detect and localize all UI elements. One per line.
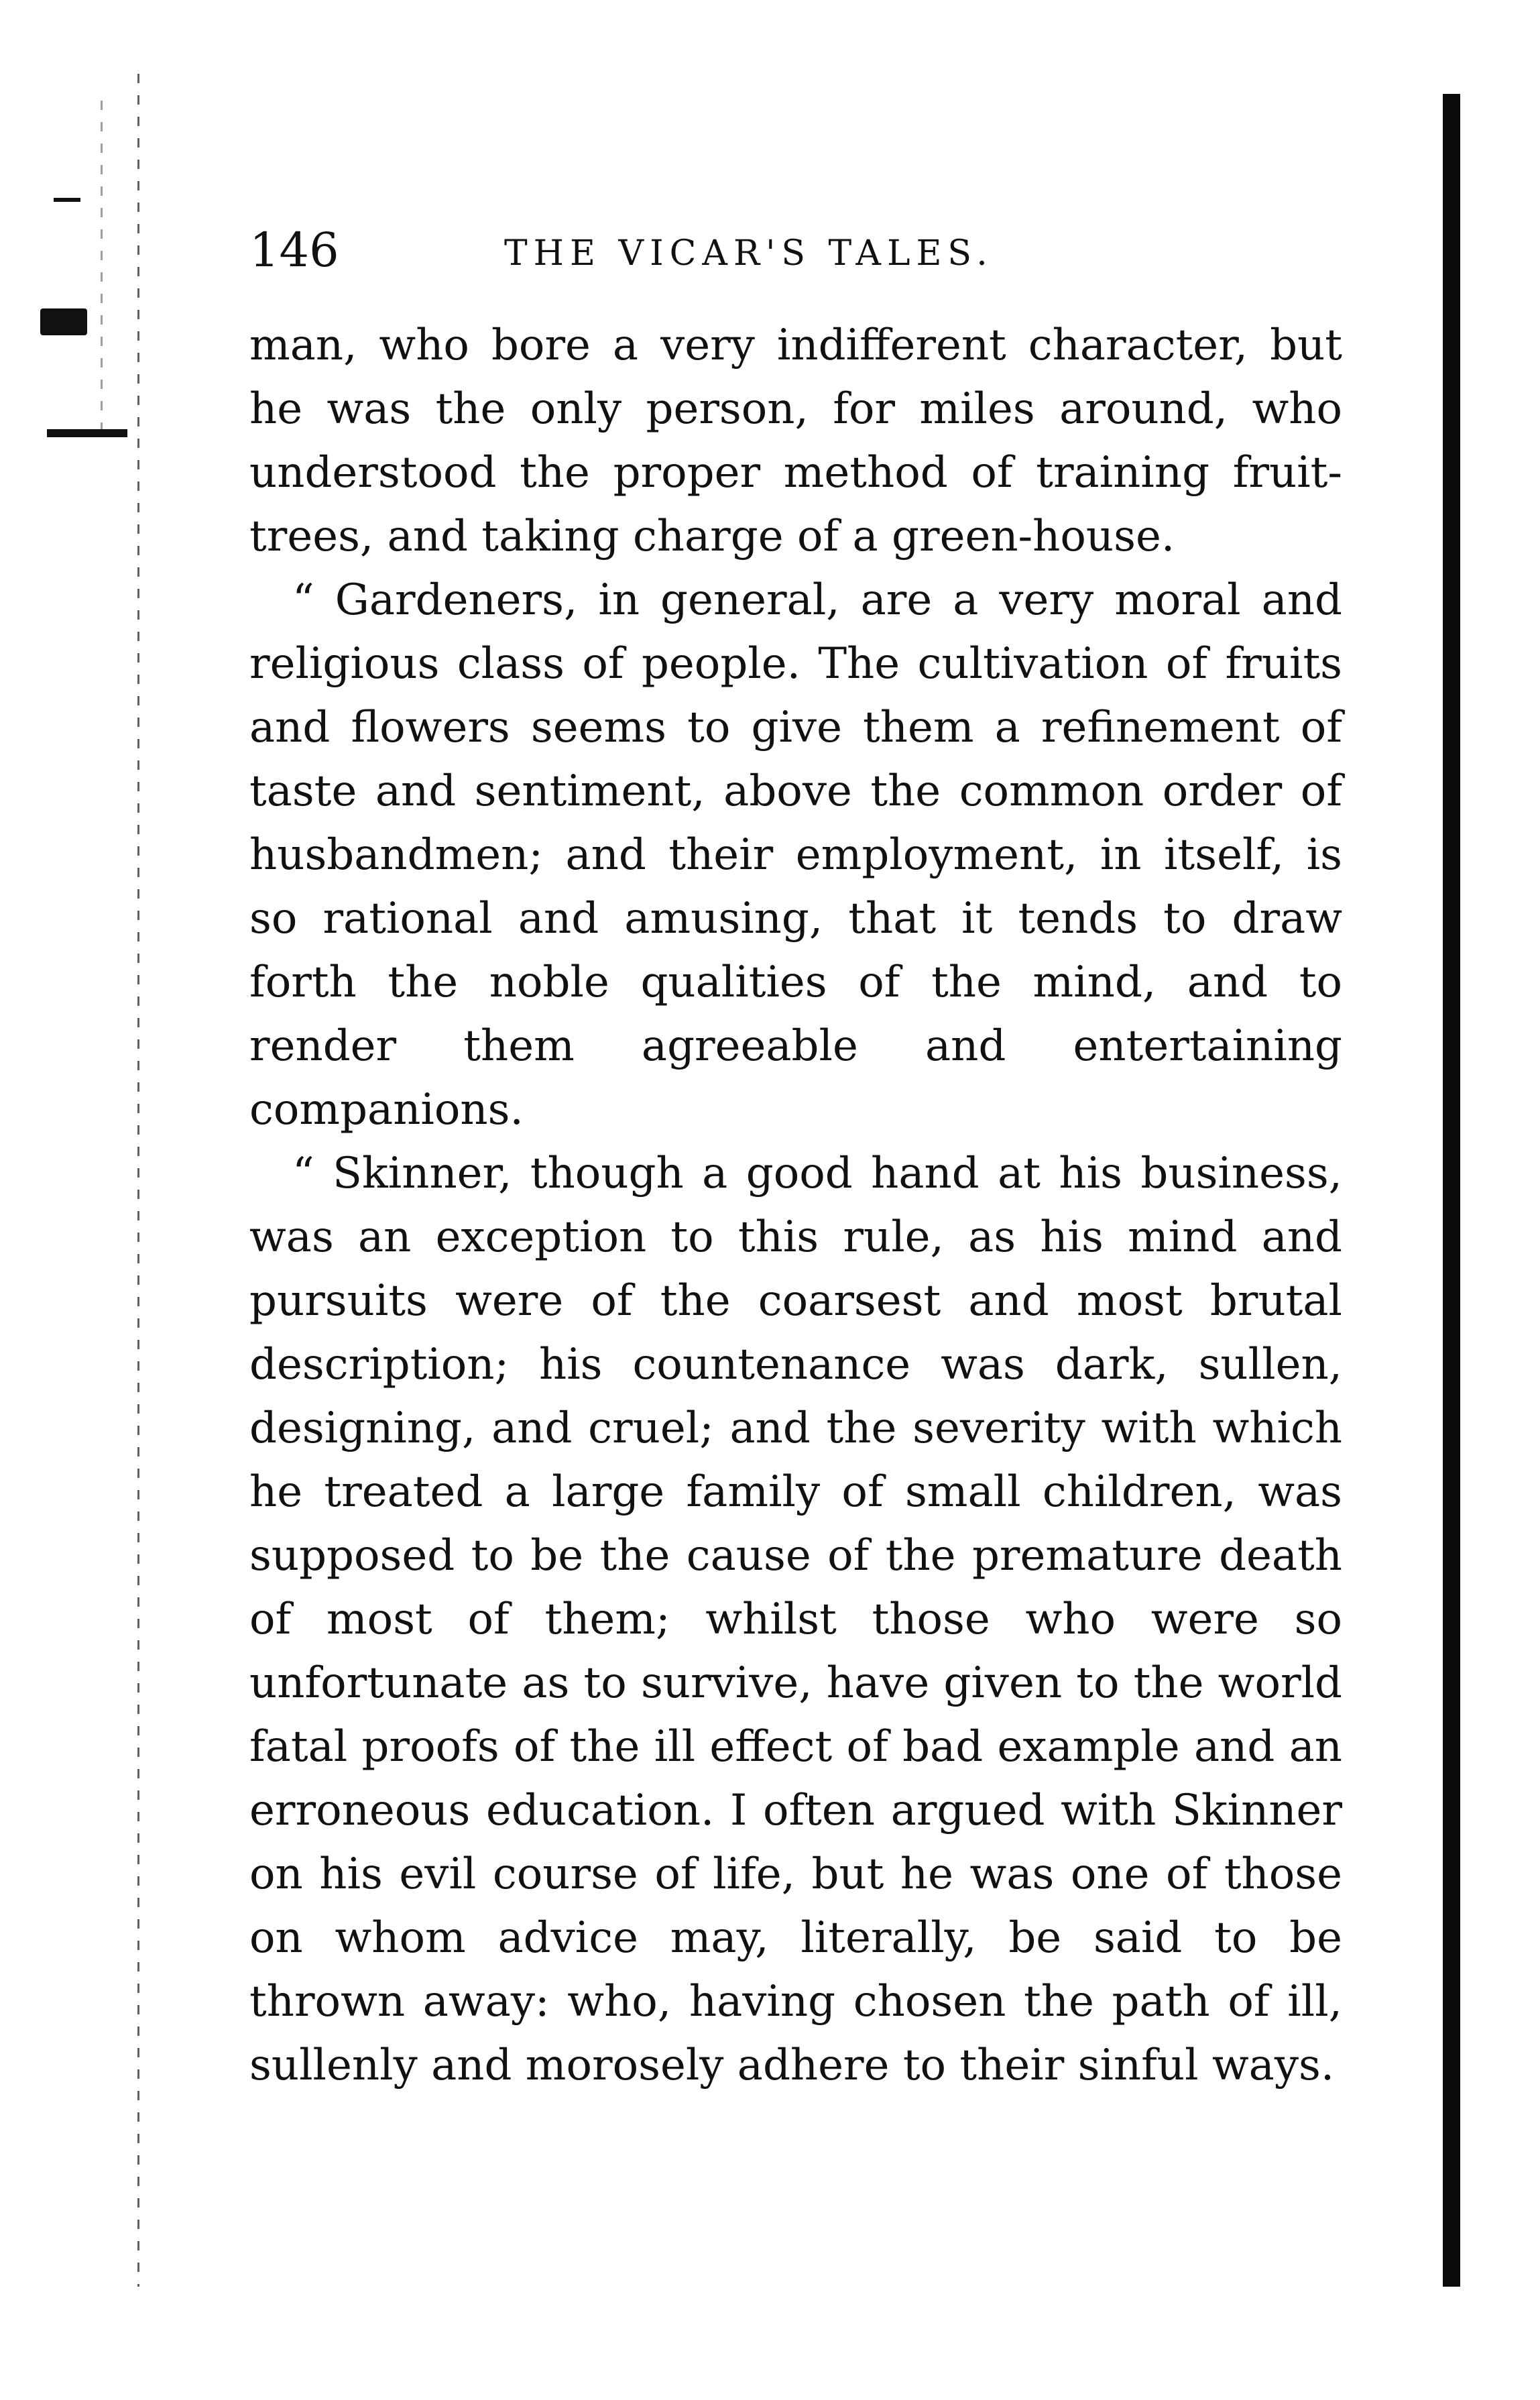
running-head [249,220,1336,280]
running-title: THE VICAR'S TALES. [504,233,994,274]
body-text [249,314,1342,2098]
page-edge-rule [1443,94,1460,2287]
scan-artifact [47,429,127,437]
paragraph: “ Skinner, though a good hand at his business, was an exception to this rule, as his mind and pursuits were of the coarsest and most brutal description; his countenance was dark, sullen, designing, and cruel; and the severity with which he treated a large family of small children, was supposed to be the cause of the premature death of most of them; whilst those who were so unfortunate as to survive, have given to the world fatal proofs of the ill effect of bad example and an erroneous education. I often argued with Skinner on his evil course of life, but he was one of those on whom advice may, literally, be said to be thrown away: who, having chosen the path of ill, sullenly and morosely adhere to their sinful ways. [249,1149,1342,2090]
scan-artifact [40,308,87,335]
page-number: 146 [249,223,339,278]
binding-gutter-mark [137,74,139,2287]
paragraph: man, who bore a very indifferent character, but he was the only person, for miles around, who understood the proper method of training fruit-trees, and taking charge of a green-house. [249,321,1342,561]
scan-artifact [54,198,80,202]
binding-gutter-mark [101,101,103,436]
paragraph: “ Gardeners, in general, are a very moral and religious class of people. The cultivation of fruits and flowers seems to give them a refinement of taste and sentiment, above the common order of husbandmen; and their employment, in itself, is so rational and amusing, that it tends to draw forth the noble qualities of the mind, and to render them agreeable and entertaining companions. [249,575,1342,1135]
